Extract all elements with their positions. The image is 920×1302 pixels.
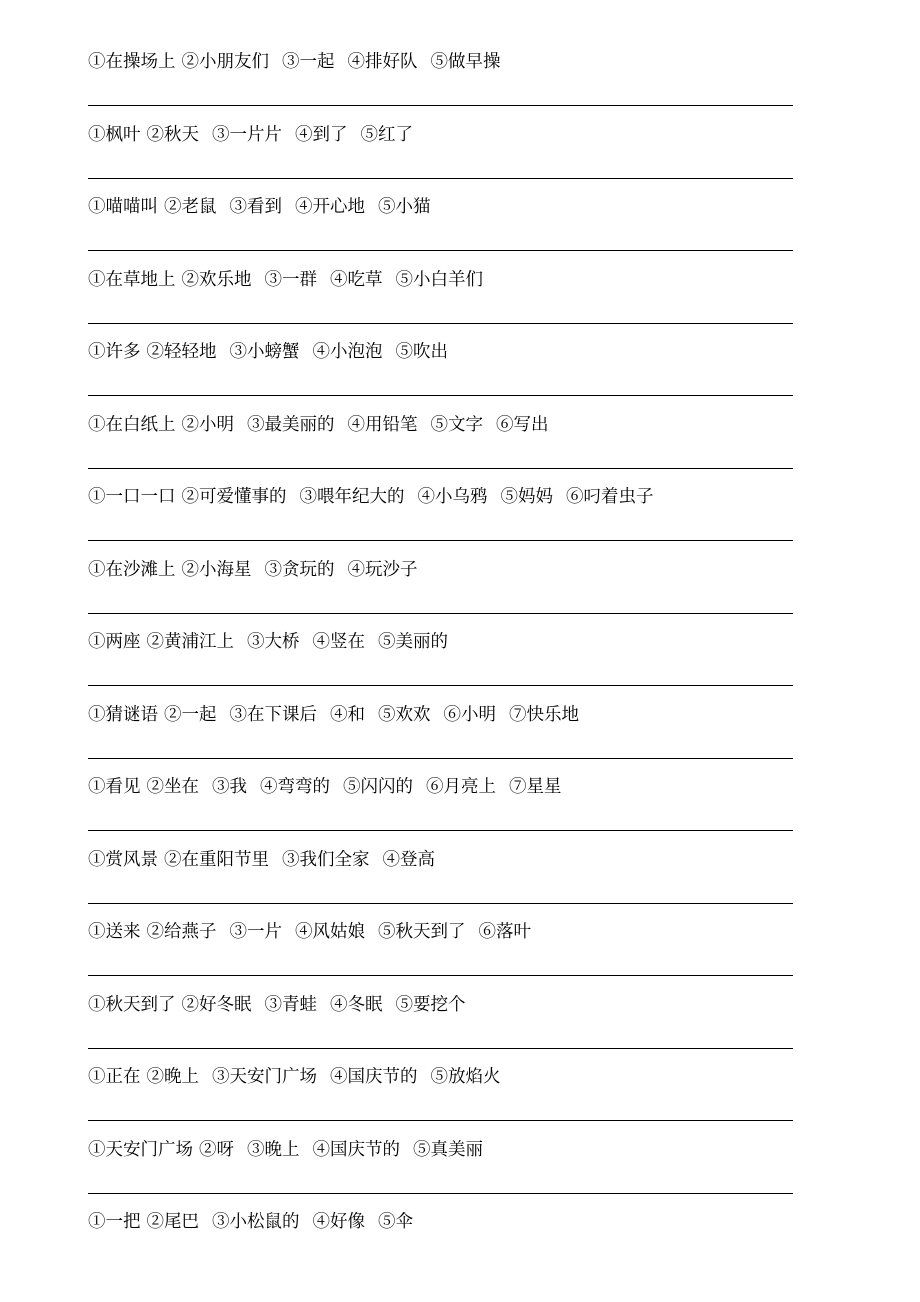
word-chip: ①在白纸上 xyxy=(88,414,176,435)
word-chip: ⑤做早操 xyxy=(430,52,501,72)
word-chip: ②坐在 xyxy=(146,777,199,797)
exercise-item xyxy=(88,773,793,845)
word-group xyxy=(88,411,793,439)
word-chip: ②给燕子 xyxy=(146,922,217,942)
word-chip: ③大桥 xyxy=(247,632,300,652)
word-chip: ⑤小白羊们 xyxy=(395,269,483,290)
word-chip: ③天安门广场 xyxy=(212,1067,317,1087)
word-chip: ②黄浦江上 xyxy=(146,632,234,652)
word-chip: ②在重阳节里 xyxy=(164,849,269,870)
answer-line[interactable] xyxy=(88,975,793,976)
word-chip: ③喂年纪大的 xyxy=(299,487,405,507)
word-chip: ④风姑娘 xyxy=(295,922,365,942)
word-chip: ④好像 xyxy=(312,1212,365,1232)
word-chip: ③我们全家 xyxy=(282,849,370,870)
word-chip: ②尾巴 xyxy=(146,1212,199,1232)
word-group xyxy=(88,1136,793,1164)
word-group xyxy=(88,266,793,294)
exercise-item xyxy=(88,628,793,700)
answer-line[interactable] xyxy=(88,178,793,179)
exercise-item xyxy=(88,411,793,483)
word-chip: ③小螃蟹 xyxy=(229,342,300,362)
word-chip: ⑤文字 xyxy=(430,414,483,435)
exercise-item xyxy=(88,1063,793,1135)
word-group xyxy=(88,846,793,874)
word-chip: ③我 xyxy=(212,777,247,797)
word-chip: ④国庆节的 xyxy=(330,1067,418,1087)
answer-line[interactable] xyxy=(88,395,793,396)
word-group xyxy=(88,1063,793,1091)
word-chip: ④冬眠 xyxy=(330,994,383,1015)
word-group xyxy=(88,121,793,149)
exercise-item xyxy=(88,1208,793,1280)
word-chip: ⑥月亮上 xyxy=(426,777,496,797)
exercise-item xyxy=(88,48,793,120)
word-chip: ⑥落叶 xyxy=(478,922,531,942)
word-chip: ①一把 xyxy=(88,1212,141,1232)
word-chip: ②秋天 xyxy=(146,124,199,145)
word-chip: ④小乌鸦 xyxy=(417,487,488,507)
word-chip: ⑤闪闪的 xyxy=(343,777,413,797)
word-chip: ①枫叶 xyxy=(88,124,141,145)
word-group xyxy=(88,701,793,729)
word-chip: ⑤妈妈 xyxy=(500,487,553,507)
word-chip: ⑥叼着虫子 xyxy=(566,487,654,507)
word-chip: ③一片 xyxy=(229,922,282,942)
word-group xyxy=(88,773,793,801)
answer-line[interactable] xyxy=(88,903,793,904)
answer-line[interactable] xyxy=(88,830,793,831)
word-chip: ①送来 xyxy=(88,922,141,942)
word-chip: ⑦星星 xyxy=(509,777,562,797)
exercise-item xyxy=(88,846,793,918)
word-chip: ②小明 xyxy=(181,414,234,435)
word-chip: ①在操场上 xyxy=(88,52,176,72)
word-chip: ⑥小明 xyxy=(443,704,496,725)
word-chip: ⑥写出 xyxy=(496,414,549,435)
word-chip: ③最美丽的 xyxy=(247,414,335,435)
answer-line[interactable] xyxy=(88,1048,793,1049)
exercise-item xyxy=(88,701,793,773)
word-chip: ②小朋友们 xyxy=(181,52,269,72)
word-chip: ①在沙滩上 xyxy=(88,559,176,580)
word-chip: ①两座 xyxy=(88,632,141,652)
word-chip: ③晚上 xyxy=(247,1139,300,1160)
word-chip: ⑤吹出 xyxy=(395,342,448,362)
word-chip: ②好冬眠 xyxy=(181,994,252,1015)
word-chip: ④国庆节的 xyxy=(312,1139,400,1160)
exercise-item xyxy=(88,556,793,628)
word-chip: ⑤红了 xyxy=(360,124,413,145)
word-chip: ①赏风景 xyxy=(88,849,158,870)
answer-line[interactable] xyxy=(88,758,793,759)
word-group xyxy=(88,193,793,221)
answer-line[interactable] xyxy=(88,685,793,686)
word-chip: ①一口一口 xyxy=(88,487,176,507)
word-chip: ②一起 xyxy=(164,704,217,725)
exercise-item xyxy=(88,266,793,338)
word-chip: ⑤放焰火 xyxy=(430,1067,501,1087)
word-chip: ④玩沙子 xyxy=(347,559,418,580)
word-chip: ④排好队 xyxy=(347,52,418,72)
word-group xyxy=(88,483,793,511)
word-chip: ⑤真美丽 xyxy=(413,1139,483,1160)
word-chip: ④弯弯的 xyxy=(260,777,330,797)
word-chip: ②老鼠 xyxy=(164,197,217,217)
answer-line[interactable] xyxy=(88,105,793,106)
exercise-item xyxy=(88,193,793,265)
answer-line[interactable] xyxy=(88,1120,793,1121)
answer-line[interactable] xyxy=(88,540,793,541)
word-chip: ③贪玩的 xyxy=(264,559,335,580)
word-chip: ②可爱懂事的 xyxy=(181,487,287,507)
word-chip: ②晚上 xyxy=(146,1067,199,1087)
word-chip: ⑤要挖个 xyxy=(395,994,466,1015)
exercise-item xyxy=(88,121,793,193)
word-chip: ②轻轻地 xyxy=(146,342,217,362)
exercise-item xyxy=(88,1136,793,1208)
word-chip: ⑤秋天到了 xyxy=(378,922,466,942)
word-chip: ③一起 xyxy=(282,52,335,72)
answer-line[interactable] xyxy=(88,1193,793,1194)
word-chip: ④开心地 xyxy=(295,197,365,217)
word-chip: ①秋天到了 xyxy=(88,994,176,1015)
word-chip: ①在草地上 xyxy=(88,269,176,290)
word-chip: ①喵喵叫 xyxy=(88,197,158,217)
word-chip: ②小海星 xyxy=(181,559,252,580)
word-group xyxy=(88,556,793,584)
answer-line[interactable] xyxy=(88,613,793,614)
word-chip: ②欢乐地 xyxy=(181,269,252,290)
word-chip: ③青蛙 xyxy=(264,994,317,1015)
word-chip: ⑤伞 xyxy=(378,1212,413,1232)
word-chip: ④用铅笔 xyxy=(347,414,418,435)
exercise-item xyxy=(88,991,793,1063)
word-group xyxy=(88,628,793,656)
word-chip: ③在下课后 xyxy=(229,704,317,725)
word-group xyxy=(88,991,793,1019)
word-chip: ③一片片 xyxy=(212,124,282,145)
word-chip: ③看到 xyxy=(229,197,282,217)
answer-line[interactable] xyxy=(88,250,793,251)
word-chip: ②呀 xyxy=(199,1139,234,1160)
word-chip: ①猜谜语 xyxy=(88,704,158,725)
word-chip: ⑤欢欢 xyxy=(378,704,431,725)
word-chip: ④到了 xyxy=(295,124,348,145)
word-chip: ⑦快乐地 xyxy=(509,704,579,725)
word-chip: ④小泡泡 xyxy=(312,342,383,362)
word-chip: ④竖在 xyxy=(312,632,365,652)
word-chip: ①看见 xyxy=(88,777,141,797)
word-group xyxy=(88,918,793,946)
word-chip: ③一群 xyxy=(264,269,317,290)
word-chip: ④和 xyxy=(330,704,365,725)
exercise-item xyxy=(88,338,793,410)
word-chip: ④吃草 xyxy=(330,269,383,290)
word-group xyxy=(88,1208,793,1236)
word-group xyxy=(88,48,793,76)
answer-line[interactable] xyxy=(88,323,793,324)
word-chip: ⑤小猫 xyxy=(378,197,431,217)
word-chip: ③小松鼠的 xyxy=(212,1212,300,1232)
word-chip: ④登高 xyxy=(382,849,435,870)
answer-line[interactable] xyxy=(88,468,793,469)
word-group xyxy=(88,338,793,366)
word-chip: ①天安门广场 xyxy=(88,1139,193,1160)
word-chip: ①许多 xyxy=(88,342,141,362)
word-chip: ①正在 xyxy=(88,1067,141,1087)
exercise-item xyxy=(88,483,793,555)
exercise-item xyxy=(88,918,793,990)
word-chip: ⑤美丽的 xyxy=(378,632,448,652)
